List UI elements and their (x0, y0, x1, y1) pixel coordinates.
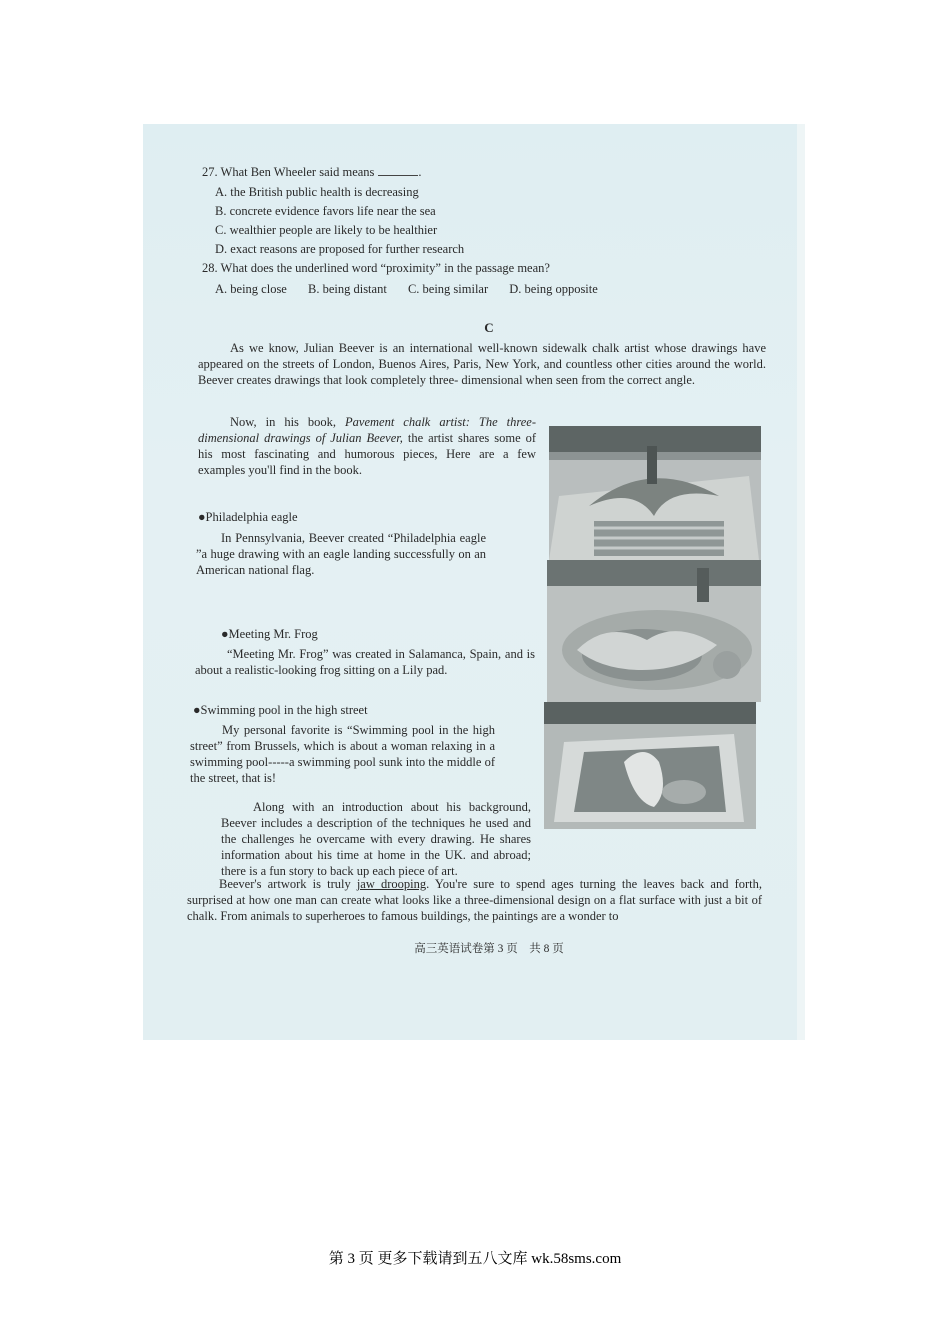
q27-option-a: A. the British public health is decreasing (215, 185, 419, 199)
question-27: 27. What Ben Wheeler said means . (202, 165, 422, 179)
example-pool-heading: ●Swimming pool in the high street (193, 703, 368, 717)
example-pool-text: My personal favorite is “Swimming pool in the high street” from Brussels, which is about a woman relaxing in a swimming pool-----a swimming pool sunk into the middle of the street, that is! (190, 723, 495, 785)
example-eagle-heading: ●Philadelphia eagle (198, 510, 298, 524)
page-edge (797, 124, 805, 1040)
example-eagle-text: In Pennsylvania, Beever created “Philadelphia eagle ”a huge drawing with an eagle landing successfully on an American national flag. (196, 531, 486, 577)
example-frog-heading: ●Meeting Mr. Frog (221, 627, 318, 641)
q28-option-a: A. being close (215, 282, 287, 296)
photo-meeting-mr-frog (547, 560, 761, 702)
q28-options (215, 281, 616, 297)
book-rest: the artist shares some of his most fascinating and humorous pieces, Here are a few examples you'll find in the book. (198, 431, 537, 477)
q28-option-d: D. being opposite (509, 282, 598, 296)
page-footer: 第 3 页 更多下载请到五八文库 wk.58sms.com (328, 1251, 622, 1267)
photo-swimming-pool (544, 702, 756, 829)
background-text-wrap (221, 799, 531, 879)
answer-blank (378, 164, 418, 176)
question-28-stem: 28. What does the underlined word “proximity” in the passage mean? (202, 261, 550, 275)
example-frog-text: “Meeting Mr. Frog” was created in Salamanca, Spain, and is about a realistic-looking frog sitting on a Lily pad. (195, 647, 535, 677)
artwork-lead: Beever's artwork is truly (219, 877, 351, 891)
intro-paragraph: As we know, Julian Beever is an international well-known sidewalk chalk artist whose drawings have appeared on the streets of London, Buenos Aires, Paris, New York, and countless other cities around the world. Beever creates drawings that look completely three- dimensional when seen from the correct angle. (198, 341, 766, 387)
q27-option-d: D. exact reasons are proposed for further research (215, 242, 465, 256)
photo-philadelphia-eagle (549, 426, 761, 560)
q27-option-b: B. concrete evidence favors life near the sea (215, 204, 436, 218)
book-title: Pavement chalk artist: The three-dimensional drawings of Julian Beever, (198, 415, 537, 445)
background-text: Along with an introduction about his background, Beever includes a description of the techniques he used and the challenges he overcame with every drawing. He shares information about his time at home in the UK. and abroad; there is a fun story to back up each piece of art. (221, 800, 531, 878)
q27-option-c: C. wealthier people are likely to be healthier (215, 223, 438, 237)
scanned-page (143, 124, 805, 1040)
page-label: 高三英语试卷第 3 页 共 8 页 (414, 943, 564, 955)
question-27-stem: 27. What Ben Wheeler said means (202, 165, 375, 179)
book-lead: Now, in his book, (230, 415, 337, 429)
artwork-paragraph (187, 876, 762, 924)
q28-option-b: B. being distant (307, 282, 387, 296)
book-paragraph (198, 414, 536, 478)
artwork-rest: . You're sure to spend ages turning the leaves back and forth, surprised at how one man can create what looks like a three-dimensional design on a flat surface with just a bit of chalk. From animals to superheroes to famous buildings, the paintings are a wonder to (187, 877, 762, 923)
section-heading: C (484, 320, 494, 335)
q28-option-c: C. being similar (407, 282, 489, 296)
jaw-drooping-term: jaw drooping (356, 877, 427, 891)
